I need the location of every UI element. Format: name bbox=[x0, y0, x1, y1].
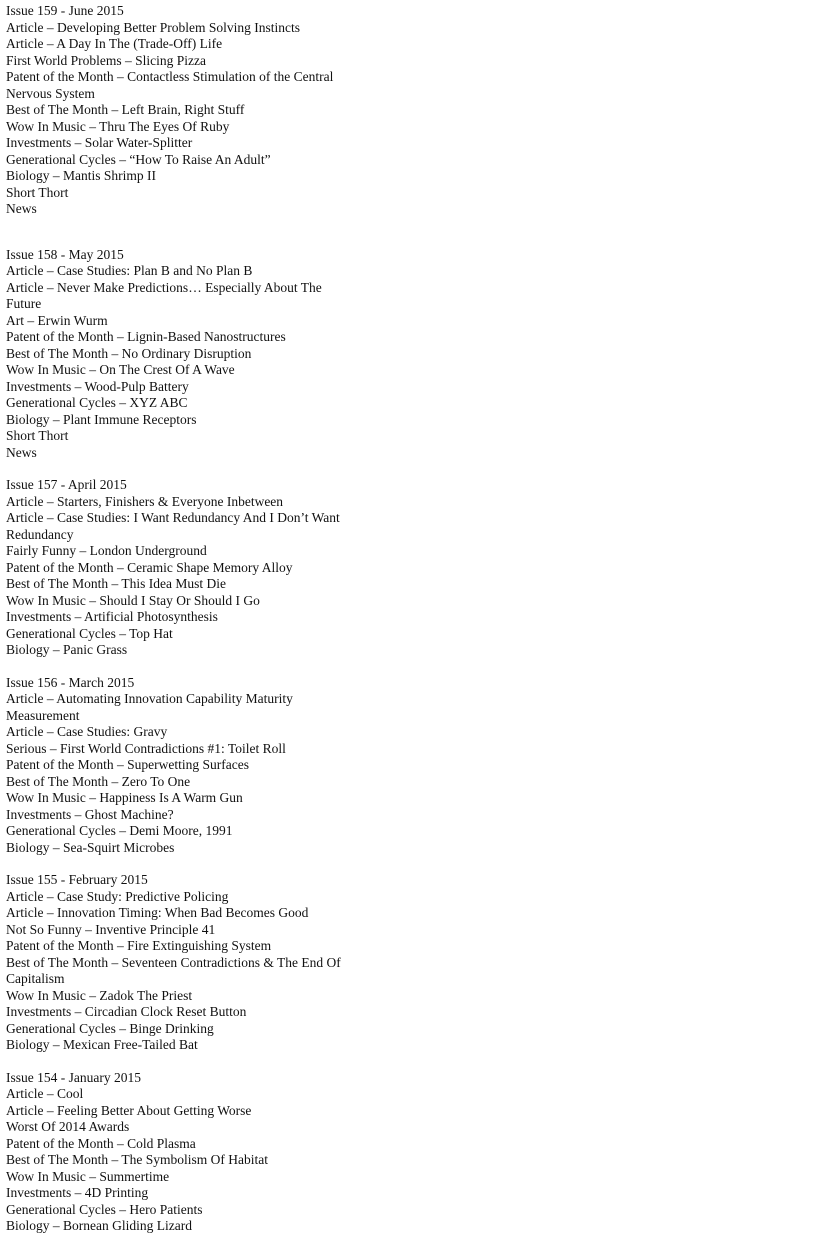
article-entry: Art – Erwin Wurm bbox=[6, 312, 108, 328]
article-entry: Biology – Sea-Squirt Microbes bbox=[6, 839, 175, 855]
article-entry: Article – Automating Innovation Capability Maturity bbox=[6, 691, 293, 706]
article-entry: Wow In Music – Summertime bbox=[6, 1168, 170, 1184]
article-entry: Patent of the Month – Fire Extinguishing System bbox=[6, 938, 272, 953]
article-entry: Fairly Funny – London Underground bbox=[6, 543, 207, 558]
article-entry: Investments – Wood-Pulp Battery bbox=[6, 378, 189, 394]
article-entry: Biology – Mantis Shrimp II bbox=[6, 168, 157, 183]
article-entry: Serious – First World Contradictions #1: Toilet Roll bbox=[6, 740, 286, 756]
article-entry: Article – Never Make Predictions… Especially About The bbox=[6, 279, 322, 295]
article-entry: Article – Starters, Finishers & Everyone Inbetween bbox=[6, 493, 284, 509]
article-entry: Article – Feeling Better About Getting Worse bbox=[6, 1102, 252, 1118]
article-entry: Patent of the Month – Lignin-Based Nanostructures bbox=[6, 329, 286, 344]
article-entry: Best of The Month – No Ordinary Disruption bbox=[6, 345, 252, 361]
article-entry: Nervous System bbox=[6, 85, 95, 101]
article-entry: Article – Case Studies: Gravy bbox=[6, 724, 168, 739]
article-entry: Investments – Ghost Machine? bbox=[6, 806, 174, 822]
issue-title: Issue 158 - May 2015 bbox=[6, 246, 124, 262]
issue-block bbox=[6, 1070, 806, 1235]
article-entry: Article – Developing Better Problem Solving Instincts bbox=[6, 19, 300, 35]
article-entry: Generational Cycles – Hero Patients bbox=[6, 1201, 203, 1217]
issue-block bbox=[6, 247, 806, 462]
article-entry: Short Thort bbox=[6, 184, 69, 200]
article-entry: Best of The Month – Seventeen Contradictions & The End Of bbox=[6, 954, 341, 970]
article-entry: Generational Cycles – Binge Drinking bbox=[6, 1020, 214, 1036]
article-entry: Article – Cool bbox=[6, 1086, 84, 1101]
article-entry: Biology – Panic Grass bbox=[6, 642, 128, 657]
article-entry: Article – Case Studies: I Want Redundancy And I Don’t Want bbox=[6, 510, 340, 525]
issue-title: Issue 154 - January 2015 bbox=[6, 1069, 141, 1085]
article-entry: Future bbox=[6, 296, 42, 311]
article-entry: Measurement bbox=[6, 707, 80, 723]
article-entry: Worst Of 2014 Awards bbox=[6, 1119, 130, 1134]
article-entry: Capitalism bbox=[6, 971, 65, 986]
article-entry: Best of The Month – Zero To One bbox=[6, 773, 191, 789]
issue-title: Issue 155 - February 2015 bbox=[6, 872, 148, 887]
issue-archive-list bbox=[6, 0, 806, 1235]
article-entry: Short Thort bbox=[6, 428, 69, 443]
article-entry: Investments – Solar Water-Splitter bbox=[6, 135, 193, 150]
article-entry: Biology – Plant Immune Receptors bbox=[6, 411, 197, 427]
issue-block bbox=[6, 477, 806, 659]
issue-block bbox=[6, 675, 806, 857]
article-entry: Wow In Music – Should I Stay Or Should I Go bbox=[6, 592, 260, 608]
article-entry: Generational Cycles – Top Hat bbox=[6, 625, 173, 641]
article-entry: Patent of the Month – Superwetting Surfaces bbox=[6, 757, 249, 772]
article-entry: Article – A Day In The (Trade-Off) Life bbox=[6, 36, 223, 51]
article-entry: Not So Funny – Inventive Principle 41 bbox=[6, 921, 216, 937]
article-entry: Investments – Circadian Clock Reset Button bbox=[6, 1004, 247, 1019]
article-entry: First World Problems – Slicing Pizza bbox=[6, 52, 207, 68]
article-entry: News bbox=[6, 201, 37, 216]
article-entry: Wow In Music – Thru The Eyes Of Ruby bbox=[6, 118, 230, 134]
issue-block bbox=[6, 872, 806, 1054]
issue-title: Issue 156 - March 2015 bbox=[6, 674, 135, 690]
article-entry: Best of The Month – This Idea Must Die bbox=[6, 576, 226, 591]
issue-block bbox=[6, 3, 806, 218]
article-entry: Patent of the Month – Ceramic Shape Memory Alloy bbox=[6, 559, 293, 575]
article-entry: Article – Case Study: Predictive Policing bbox=[6, 888, 229, 904]
article-entry: Article – Case Studies: Plan B and No Plan B bbox=[6, 263, 253, 278]
article-entry: Patent of the Month – Cold Plasma bbox=[6, 1135, 196, 1151]
issue-title: Issue 159 - June 2015 bbox=[6, 3, 124, 18]
article-entry: Investments – Artificial Photosynthesis bbox=[6, 609, 218, 624]
article-entry: Best of The Month – Left Brain, Right Stuff bbox=[6, 102, 245, 117]
article-entry: News bbox=[6, 444, 37, 460]
issue-title: Issue 157 - April 2015 bbox=[6, 477, 127, 492]
article-entry: Redundancy bbox=[6, 526, 74, 542]
article-entry: Wow In Music – Happiness Is A Warm Gun bbox=[6, 790, 243, 805]
article-entry: Investments – 4D Printing bbox=[6, 1185, 149, 1200]
article-entry: Generational Cycles – XYZ ABC bbox=[6, 395, 188, 410]
article-entry: Biology – Mexican Free-Tailed Bat bbox=[6, 1037, 198, 1052]
article-entry: Best of The Month – The Symbolism Of Habitat bbox=[6, 1152, 268, 1167]
article-entry: Generational Cycles – Demi Moore, 1991 bbox=[6, 823, 233, 838]
article-entry: Patent of the Month – Contactless Stimulation of the Central bbox=[6, 69, 334, 84]
article-entry: Biology – Bornean Gliding Lizard bbox=[6, 1218, 192, 1233]
article-entry: Article – Innovation Timing: When Bad Becomes Good bbox=[6, 905, 309, 920]
article-entry: Wow In Music – Zadok The Priest bbox=[6, 987, 193, 1003]
article-entry: Generational Cycles – “How To Raise An Adult” bbox=[6, 151, 271, 167]
article-entry: Wow In Music – On The Crest Of A Wave bbox=[6, 362, 235, 377]
